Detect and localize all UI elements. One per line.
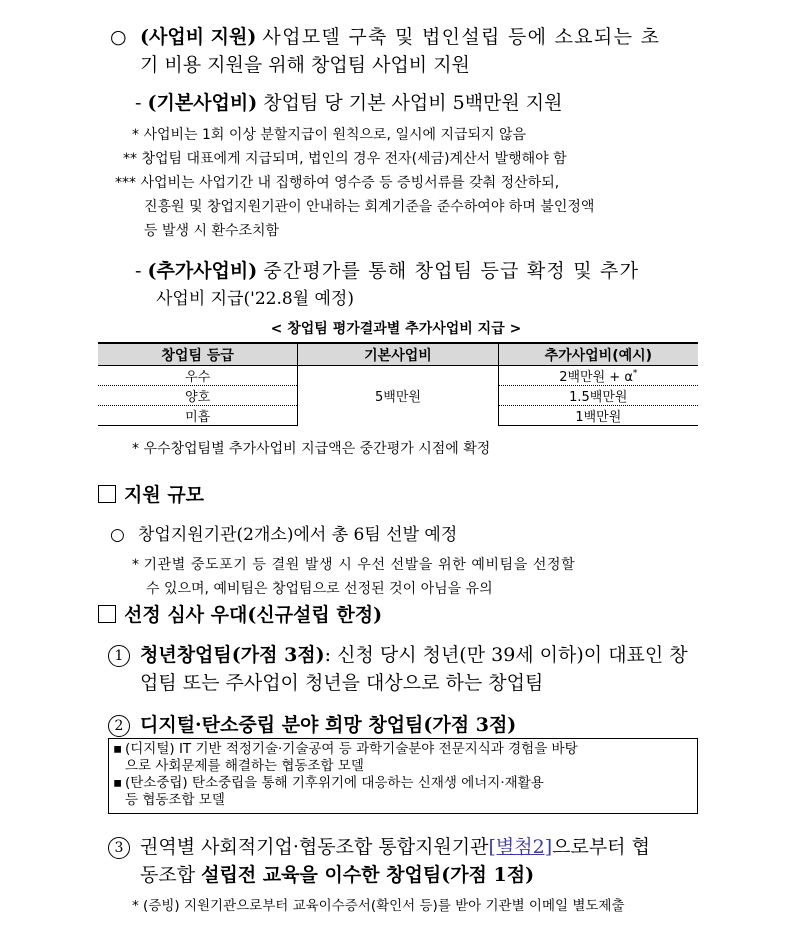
note-1 — [132, 124, 526, 144]
box-item-2 — [113, 775, 693, 792]
additional-fund-label: (추가사업비) — [147, 260, 258, 282]
note-3 — [115, 172, 559, 192]
grade-cell: 양호 — [98, 386, 298, 406]
dash: - — [135, 260, 142, 282]
pref-item-3-line-2 — [140, 860, 534, 887]
table-note — [132, 438, 490, 458]
extra-cell: 1백만원 — [498, 406, 698, 426]
circled-number-1: 1 — [108, 645, 130, 667]
extra-value: 2백만원 + α — [559, 370, 633, 385]
circled-number-2: 2 — [108, 715, 130, 737]
checkbox-square-icon — [98, 605, 116, 623]
note-mark: ** — [123, 151, 137, 167]
pref-item-2-box — [108, 738, 698, 814]
pref-item-3-line-2-bold: 설립전 교육을 이수한 창업팀(가점 1점) — [201, 864, 535, 886]
note-3-cont-2: 등 발생 시 환수조치함 — [144, 223, 280, 239]
note-text: 사업비는 1회 이상 분할지급이 원칙으로, 일시에 지급되지 않음 — [143, 127, 527, 143]
grade-cell: 미흡 — [98, 406, 298, 426]
pref-item-1-text: : 신청 당시 청년(만 39세 이하)이 대표인 창 — [324, 644, 688, 666]
funding-line-1 — [110, 22, 700, 49]
note-text: 사업비는 사업기간 내 집행하여 영수증 등 증빙서류를 갖춰 정산하되, — [140, 175, 560, 191]
circled-number-3: 3 — [108, 837, 130, 859]
note-text: 창업팀 대표에게 지급되며, 법인의 경우 전자(세금)계산서 발행해야 함 — [141, 151, 567, 167]
table-row — [98, 366, 698, 386]
grade-table — [98, 342, 698, 426]
additional-fund-line-2: 사업비 지급('22.8월 예정) — [156, 289, 354, 309]
note-text: (증빙) 지원기관으로부터 교육이수증서(확인서 등)를 받아 기관별 이메일 별도제출 — [143, 898, 625, 914]
scale-title-line — [98, 480, 204, 507]
pref-note — [132, 894, 625, 914]
square-bullet-icon: ▪ — [113, 775, 123, 791]
scale-note — [132, 554, 575, 574]
header-basic: 기본사업비 — [298, 343, 498, 366]
basic-fund-label: (기본사업비) — [147, 92, 258, 114]
funding-line-2: 기 비용 지원을 위해 창업팀 사업비 지원 — [140, 54, 470, 76]
basic-merged-cell: 5백만원 — [298, 366, 498, 426]
pref-item-2-label: 디지털·탄소중립 분야 희망 창업팀(가점 3점) — [140, 714, 517, 736]
attachment-2-link[interactable]: [별첨2] — [488, 836, 553, 858]
extra-cell: 1.5백만원 — [498, 386, 698, 406]
note-text: 우수창업팀별 추가사업비 지급액은 중간평가 시점에 확정 — [143, 441, 491, 457]
pref-item-1 — [108, 640, 688, 667]
basic-fund-line — [135, 88, 563, 115]
box-item-1 — [113, 741, 693, 758]
scale-text: 창업지원기관(2개소)에서 총 6팀 선발 예정 — [138, 525, 458, 545]
extra-sup: * — [632, 368, 638, 379]
note-mark: * — [132, 898, 139, 914]
basic-fund-text: 창업팀 당 기본 사업비 5백만원 지원 — [263, 92, 563, 114]
dash: - — [135, 92, 142, 114]
pref-item-1-line-2: 업팀 또는 주사업이 청년을 대상으로 하는 창업팀 — [140, 672, 544, 694]
preference-title-line — [98, 600, 382, 627]
additional-fund-text: 중간평가를 통해 창업팀 등급 확정 및 추가 — [263, 260, 640, 282]
header-extra: 추가사업비(예시) — [498, 343, 698, 366]
preference-title: 선정 심사 우대(신규설립 한정) — [124, 604, 383, 626]
extra-cell — [498, 366, 698, 386]
note-text: 기관별 중도포기 등 결원 발생 시 우선 선발을 위한 예비팀을 선정할 — [143, 557, 576, 573]
box-item-1-line-1: (디지털) IT 기반 적정기술·기술공여 등 과학기술분야 전문지식과 경험을 바탕 — [125, 741, 578, 757]
pref-item-3-line-2-pre: 동조합 — [140, 864, 202, 886]
box-item-1-line-2: 으로 사회문제를 해결하는 협동조합 모델 — [125, 758, 364, 774]
grade-cell: 우수 — [98, 366, 298, 386]
note-mark: *** — [115, 175, 136, 191]
note-mark: * — [132, 441, 139, 457]
additional-fund-line — [135, 256, 639, 283]
box-item-2-line-2: 등 협동조합 모델 — [125, 792, 225, 808]
scale-note-cont: 수 있으며, 예비팀은 창업팀으로 선정된 것이 아님을 유의 — [146, 581, 493, 597]
note-2 — [123, 148, 567, 168]
funding-line1-text: 사업모델 구축 및 법인설립 등에 소요되는 초 — [262, 26, 661, 48]
pref-item-3-text-post: 으로부터 협 — [552, 836, 650, 858]
note-mark: * — [132, 557, 139, 573]
bullet-circle: ○ — [110, 525, 125, 545]
pref-item-3 — [108, 832, 650, 859]
table-header-row — [98, 343, 698, 366]
note-3-cont-1: 진흥원 및 창업지원기관이 안내하는 회계기준을 준수하여야 하며 불인정액 — [144, 199, 595, 215]
table-caption: < 창업팀 평가결과별 추가사업비 지급 > — [270, 321, 522, 337]
pref-item-2 — [108, 710, 516, 737]
square-bullet-icon: ▪ — [113, 741, 123, 757]
bullet-circle: ○ — [110, 26, 127, 48]
box-item-2-line-1: (탄소중립) 탄소중립을 통해 기후위기에 대응하는 신재생 에너지·재활용 — [125, 775, 544, 791]
note-mark: * — [132, 127, 139, 143]
pref-item-1-label: 청년창업팀(가점 3점) — [140, 644, 325, 666]
checkbox-square-icon — [98, 485, 116, 503]
pref-item-3-text-pre: 권역별 사회적기업·협동조합 통합지원기관 — [140, 836, 489, 858]
funding-heading: (사업비 지원) — [140, 26, 257, 48]
header-grade: 창업팀 등급 — [98, 343, 298, 366]
scale-title: 지원 규모 — [124, 484, 205, 506]
scale-line — [110, 520, 457, 545]
